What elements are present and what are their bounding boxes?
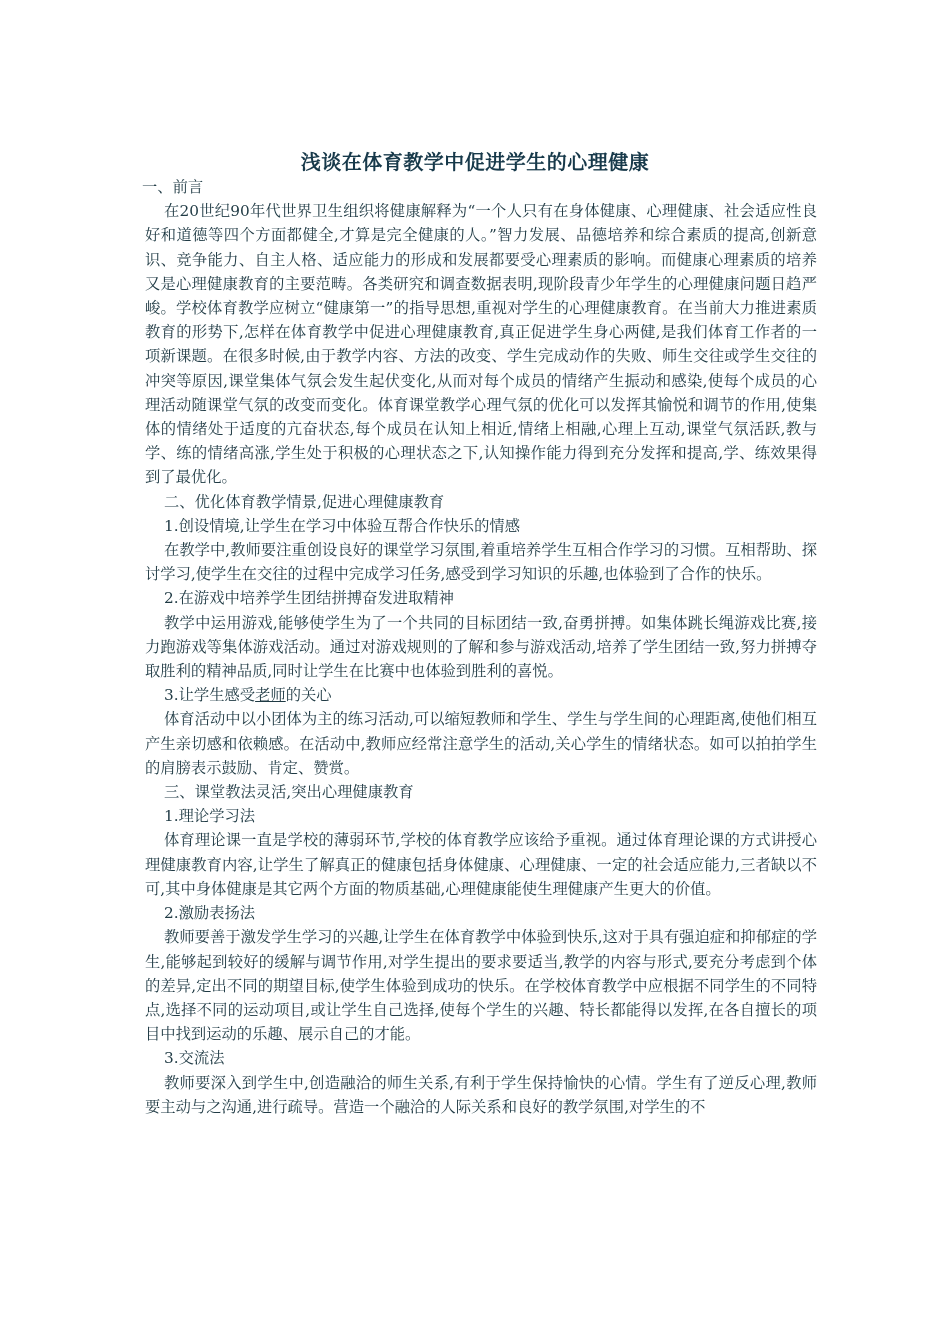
paragraph: 体育活动中以小团体为主的练习活动,可以缩短教师和学生、学生与学生间的心理距离,使他们相互产生亲切感和依赖感。在活动中,教师应经常注意学生的活动,关心学生的情绪状态。如可以拍拍学生的肩膀表示鼓励、肯定、赞赏。 [145,710,817,777]
subheading [145,683,817,707]
subheading: 1.创设情境,让学生在学习中体验互帮合作快乐的情感 [164,516,520,535]
subheading: 1.理论学习法 [164,807,256,826]
subheading-text: 3.让学生感受 [164,686,256,705]
subheading: 2.在游戏中培养学生团结拼搏奋发进取精神 [164,589,454,608]
paragraph: 在教学中,教师要注重创设良好的课堂学习氛围,着重培养学生互相合作学习的习惯。互相帮助、探讨学习,使学生在交往的过程中完成学习任务,感受到学习知识的乐趣,也体验到了合作的快乐。 [145,541,817,584]
subheading: 3.交流法 [164,1049,225,1068]
paragraph: 教师要深入到学生中,创造融洽的师生关系,有利于学生保持愉快的心情。学生有了逆反心理,教师要主动与之沟通,进行疏导。营造一个融洽的人际关系和良好的教学氛围,对学生的不 [145,1073,817,1116]
subheading: 2.激励表扬法 [164,904,256,923]
document-title: 浅谈在体育教学中促进学生的心理健康 [300,150,650,174]
section-heading-1: 一、前言 [142,178,204,196]
subheading-text: 的关心 [285,686,332,705]
section-heading-3: 三、课堂教法灵活,突出心理健康教育 [164,783,414,802]
document-body [142,175,817,1119]
paragraph: 教师要善于激发学生学习的兴趣,让学生在体育教学中体验到快乐,这对于具有强迫症和抑郁症的学生,能够起到较好的缓解与调节作用,对学生提出的要求要适当,教学的内容与形式,要充分考虑到个体的差异,定出不同的期望目标,使学生体验到成功的快乐。在学校体育教学中应根据不同学生的不同特点,选择不同的运动项目,或让学生自己选择,使每个学生的兴趣、特长都能得以发挥,在各自擅长的项目中找到运动的乐趣、展示自己的才能。 [145,928,817,1044]
paragraph: 教学中运用游戏,能够使学生为了一个共同的目标团结一致,奋勇拼搏。如集体跳长绳游戏比赛,接力跑游戏等集体游戏活动。通过对游戏规则的了解和参与游戏活动,培养了学生团结一致,努力拼搏夺取胜利的精神品质,同时让学生在比赛中也体验到胜利的喜悦。 [145,613,817,681]
paragraph: 体育理论课一直是学校的薄弱环节,学校的体育教学应该给予重视。通过体育理论课的方式讲授心理健康教育内容,让学生了解真正的健康包括身体健康、心理健康、一定的社会适应能力,三者缺以不可,其中身体健康是其它两个方面的物质基础,心理健康能使生理健康产生更大的价值。 [145,831,817,898]
section-heading-2: 二、优化体育教学情景,促进心理健康教育 [164,492,445,511]
paragraph: 在20世纪90年代世界卫生组织将健康解释为“一个人只有在身体健康、心理健康、社会适应性良好和道德等四个方面都健全,才算是完全健康的人。”智力发展、品德培养和综合素质的提高,创新意识、竞争能力、自主人格、适应能力的形成和发展都要受心理素质的影响。而健康心理素质的培养又是心理健康教育的主要范畴。各类研究和调查数据表明,现阶段青少年学生的心理健康问题日趋严峻。学校体育教学应树立“健康第一”的指导思想,重视对学生的心理健康教育。在当前大力推进素质教育的形势下,怎样在体育教学中促进心理健康教育,真正促进学生身心两健,是我们体育工作者的一项新课题。在很多时候,由于教学内容、方法的改变、学生完成动作的失败、师生交往或学生交往的冲突等原因,课堂集体气氛会发生起伏变化,从而对每个成员的情绪产生振动和感染,使每个成员的心理活动随课堂气氛的改变而变化。体育课堂教学心理气氛的优化可以发挥其愉悦和调节的作用,使集体的情绪处于适度的亢奋状态,每个成员在认知上相近,情绪上相融,心理上互动,课堂气氛活跃,教与学、练的情绪高涨,学生处于积极的心理状态之下,认知操作能力得到充分发挥和提高,学、练效果得到了最优化。 [145,202,817,487]
teacher-link[interactable]: 老师 [255,686,286,705]
